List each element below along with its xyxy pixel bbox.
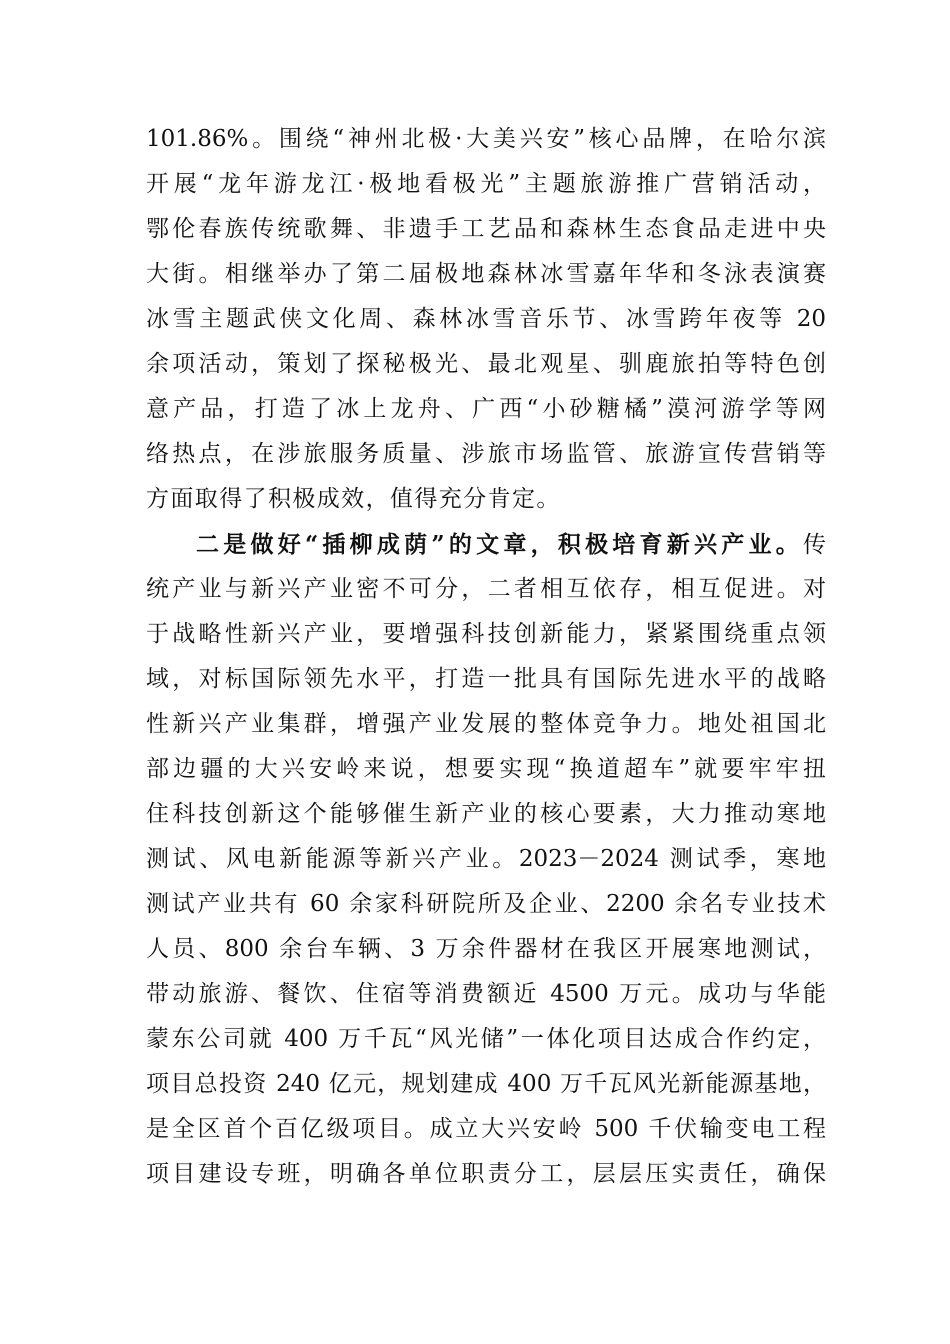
text-line: 项目总投资 240 亿元，规划建成 400 万千瓦风光新能源基地， (146, 1071, 826, 1097)
text-line: 住科技创新这个能够催生新产业的核心要素，大力推动寒地 (146, 801, 826, 827)
text-line: 带动旅游、餐饮、住宿等消费额近 4500 万元。成功与华能 (146, 981, 826, 1007)
text-line: 络热点，在涉旅服务质量、涉旅市场监管、旅游宣传营销等 (146, 441, 826, 467)
text-line: 是全区首个百亿级项目。成立大兴安岭 500 千伏输变电工程 (146, 1116, 826, 1142)
text-line: 部边疆的大兴安岭来说，想要实现“换道超车”就要牢牢扭 (146, 756, 826, 782)
text-line: 鄂伦春族传统歌舞、非遗手工艺品和森林生态食品走进中央 (146, 216, 826, 242)
paragraph-heading-rest: 传 (803, 532, 826, 558)
text-line: 项目建设专班，明确各单位职责分工，层层压实责任，确保 (146, 1161, 826, 1187)
paragraph-heading-line (196, 522, 826, 567)
text-line: 方面取得了积极成效，值得充分肯定。 (146, 486, 561, 512)
text-line: 人员、800 余台车辆、3 万余件器材在我区开展寒地测试， (146, 936, 826, 962)
text-line: 统产业与新兴产业密不可分，二者相互依存，相互促进。对 (146, 576, 826, 602)
text-line: 于战略性新兴产业，要增强科技创新能力，紧紧围绕重点领 (146, 621, 826, 647)
text-line: 域，对标国际领先水平，打造一批具有国际先进水平的战略 (146, 666, 826, 692)
text-line: 测试产业共有 60 余家科研院所及企业、2200 余名专业技术 (146, 891, 826, 917)
text-line: 意产品，打造了冰上龙舟、广西“小砂糖橘”漠河游学等网 (146, 396, 826, 422)
paragraph-heading: 二是做好“插柳成荫”的文章，积极培育新兴产业。 (196, 531, 803, 558)
text-line: 101.86%。围绕“神州北极·大美兴安”核心品牌，在哈尔滨 (146, 126, 826, 152)
text-line: 性新兴产业集群，增强产业发展的整体竞争力。地处祖国北 (146, 711, 826, 737)
text-line: 大街。相继举办了第二届极地森林冰雪嘉年华和冬泳表演赛 (146, 261, 826, 287)
text-line: 冰雪主题武侠文化周、森林冰雪音乐节、冰雪跨年夜等 20 (146, 306, 826, 332)
text-line: 蒙东公司就 400 万千瓦“风光储”一体化项目达成合作约定， (146, 1026, 826, 1052)
text-line: 开展“龙年游龙江·极地看极光”主题旅游推广营销活动， (146, 171, 826, 197)
text-line: 余项活动，策划了探秘极光、最北观星、驯鹿旅拍等特色创 (146, 351, 826, 377)
text-line: 测试、风电新能源等新兴产业。2023－2024 测试季，寒地 (146, 846, 826, 872)
